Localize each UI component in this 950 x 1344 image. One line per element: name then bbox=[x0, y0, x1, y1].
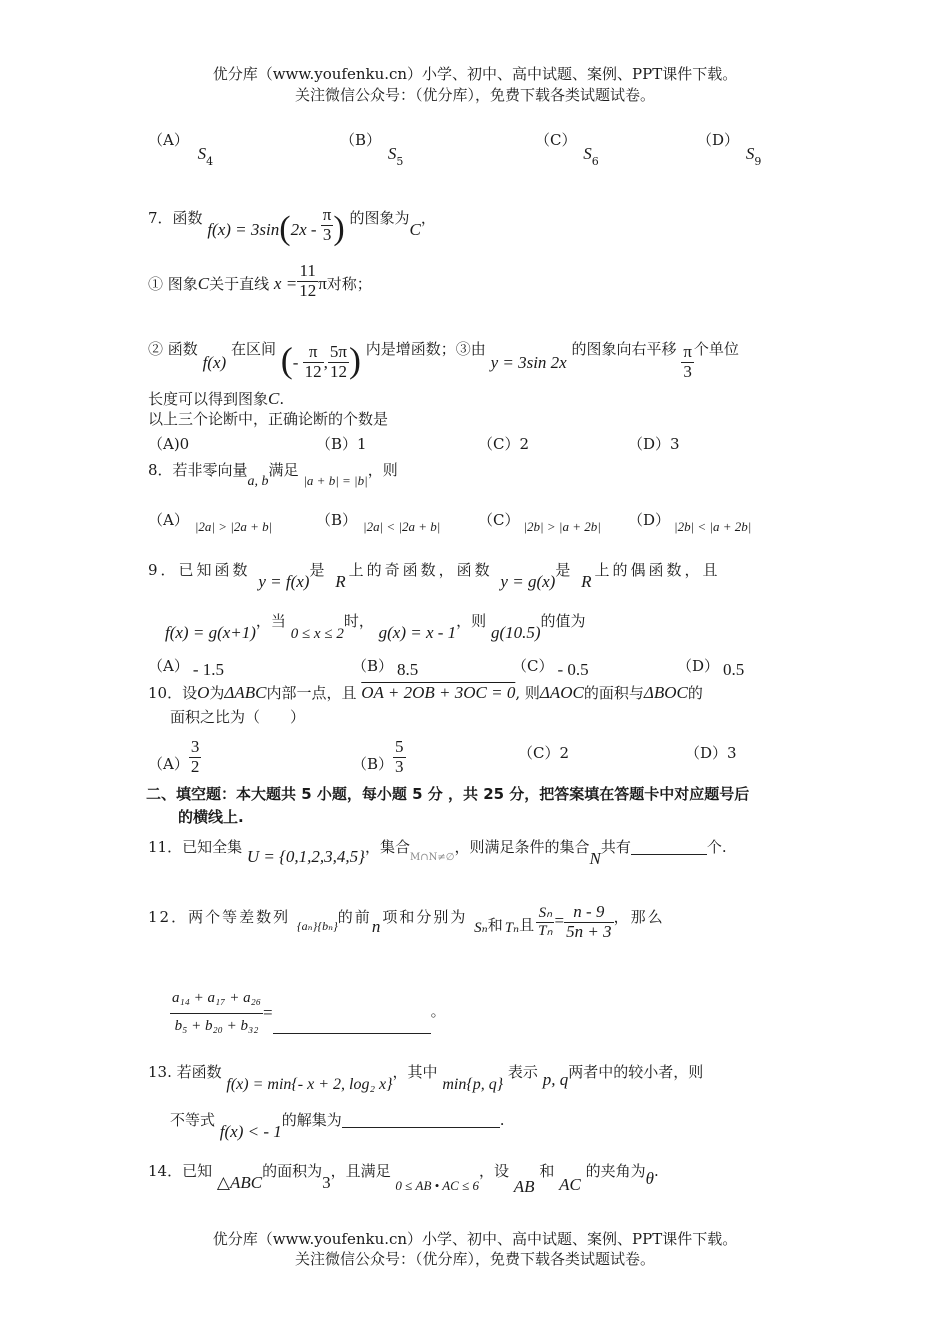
q7-option-c: （C）2 bbox=[478, 435, 530, 453]
q12-sum-ratio: $\frac{\text{a₁₄ + a₁₇ + a₂₆}}{\text{b₅ + b₂₀ + b₃₂}}$ bbox=[172, 990, 262, 1034]
q7-11-over-12: $\frac{11}{12}$ bbox=[299, 261, 317, 300]
q10-option-d: （D）3 bbox=[685, 744, 737, 762]
q7-statement-1: ① 图象C关于直线 x = $\frac{11}{12}$ π对称； bbox=[148, 261, 372, 300]
q8-option-b: （B） |2a| < |2a + b| bbox=[316, 511, 441, 534]
q10-stem-line-2: 面积之比为（ ） bbox=[170, 708, 306, 726]
q9-stem-line-1: 9．已知函数 y = f(x)是 R上的奇函数，函数 y = g(x)是 R上的偶函数，且 bbox=[148, 561, 721, 591]
q9-stem-line-2: f(x) = g(x+1)，当 0 ≤ x ≤ 2时， g(x) = x - 1，则 g(10.5)的值为 bbox=[165, 612, 586, 642]
q12-expression: $\frac{\text{a₁₄ + a₁₇ + a₂₆}}{\text{b₅ + b₂₀ + b₃₂}}$ = 。 bbox=[172, 990, 446, 1034]
q7-conclusion: 以上三个论断中，正确论断的个数是 bbox=[148, 410, 389, 428]
q9-option-c: （C） - 0.5 bbox=[512, 657, 589, 679]
q7-5pi-12: $\frac{5\pi}{12}$ bbox=[329, 341, 347, 381]
q13-answer-blank[interactable] bbox=[342, 1127, 500, 1128]
q7-neg-pi-12: $\frac{\pi}{12}$ bbox=[304, 341, 322, 381]
q10-5-over-3: $\frac{5}{3}$ bbox=[395, 737, 404, 776]
q10-option-c: （C）2 bbox=[518, 744, 570, 762]
q14-stem: 14．已知 △ABC的面积为3，且满足 0 ≤ AB • AC ≤ 6，设 AB 和 AC 的夹角为θ. bbox=[148, 1162, 659, 1196]
q8-stem: 8．若非零向量a, b满足 |a + b| = |b|，则 bbox=[148, 461, 398, 489]
q13-stem: 13. 若函数 f(x) = min{- x + 2, log₂ x}，其中 min{p, q} 表示 p, q两者中的较小者，则 bbox=[148, 1063, 704, 1093]
q11-answer-blank[interactable] bbox=[631, 854, 707, 855]
footer-line-1: 优分库（www.youfenku.cn）小学、初中、高中试题、案例、PPT课件下载。 bbox=[212, 1230, 738, 1248]
q7-option-b: （B）1 bbox=[316, 435, 367, 453]
q10-option-a: （A） $\frac{3}{2}$ bbox=[148, 737, 200, 776]
q8-option-d: （D） |2b| < |a + 2b| bbox=[628, 511, 752, 534]
q9-option-b: （B） 8.5 bbox=[352, 657, 419, 679]
q10-option-b: （B） $\frac{5}{3}$ bbox=[352, 737, 404, 776]
q10-stem: 10．设O为ΔABC内部一点，且 OA + 2OB + 3OC = 0, 则ΔAOC的面积与ΔBOC的 bbox=[148, 683, 703, 702]
header-line-1: 优分库（www.youfenku.cn）小学、初中、高中试题、案例、PPT课件下载。 bbox=[212, 65, 738, 83]
section-2-title-line-2: 的横线上. bbox=[178, 808, 244, 826]
footer-line-2: 关注微信公众号：（优分库），免费下载各类试题试卷。 bbox=[294, 1250, 655, 1268]
q6-option-c: （C） $S_6$ bbox=[535, 131, 599, 168]
q8-option-c: （C） |2b| > |a + 2b| bbox=[478, 511, 601, 534]
q7-pi-over-3: $\frac{\pi}{3}$ bbox=[322, 204, 332, 244]
q7-stem: 7．函数 f(x) = 3sin(2x - $\frac{\pi}{3}$ ) 的图象为C， bbox=[148, 204, 436, 247]
q9-option-a: （A） - 1.5 bbox=[148, 657, 225, 679]
q7-option-a: （A)0 bbox=[148, 435, 190, 453]
q8-option-a: （A） |2a| > |2a + b| bbox=[148, 511, 273, 534]
q12-answer-blank[interactable] bbox=[273, 1033, 431, 1034]
q12-s-over-t: $\frac{\text{Sₙ}}{\text{Tₙ}}$ bbox=[538, 905, 553, 939]
q10-3-over-2: $\frac{3}{2}$ bbox=[190, 737, 200, 776]
q7-statement-3-cont: 长度可以得到图象C. bbox=[148, 389, 285, 408]
q9-option-d: （D） 0.5 bbox=[677, 657, 745, 679]
q6-option-d: （D） $S_9$ bbox=[697, 131, 762, 168]
q7-statement-2: ② 函数 f(x) 在区间 (- $\frac{\pi}{12}$ , $\frac{5\pi}{12}$ ) 内是增函数；③由 y = 3sin 2x 的图象向右平移 $\frac{\pi}{3}$ 个单位 bbox=[148, 340, 739, 381]
q12-stem: 12．两个等差数列 $_{\{a_n\}\{b_n\}}$的前n项和分别为 Sₙ和Tₙ且 $\frac{\text{Sₙ}}{\text{Tₙ}}$ = $\frac{n - 9}{5n + 3}$ ，那么 bbox=[148, 902, 665, 941]
q12-ratio: $\frac{n - 9}{5n + 3}$ bbox=[566, 902, 612, 941]
q6-option-a: （A） $S_4$ bbox=[148, 131, 214, 168]
q7-option-d: （D）3 bbox=[628, 435, 680, 453]
header-line-2: 关注微信公众号：（优分库），免费下载各类试题试卷。 bbox=[294, 86, 655, 104]
section-2-title: 二、填空题：本大题共 5 小题，每小题 5 分 ，共 25 分，把答案填在答题卡中对应题号后 bbox=[146, 785, 750, 803]
q7-pi-over-3-shift: $\frac{\pi}{3}$ bbox=[683, 341, 692, 381]
q11-stem: 11．已知全集 U = {0,1,2,3,4,5}，集合$_{M\cap N\ne\emptyset}$，则满足条件的集合N共有 个. bbox=[148, 838, 727, 868]
q13-stem-line-2: 不等式 f(x) < - 1的解集为 . bbox=[170, 1111, 505, 1141]
q6-option-b: （B） $S_5$ bbox=[340, 131, 404, 168]
